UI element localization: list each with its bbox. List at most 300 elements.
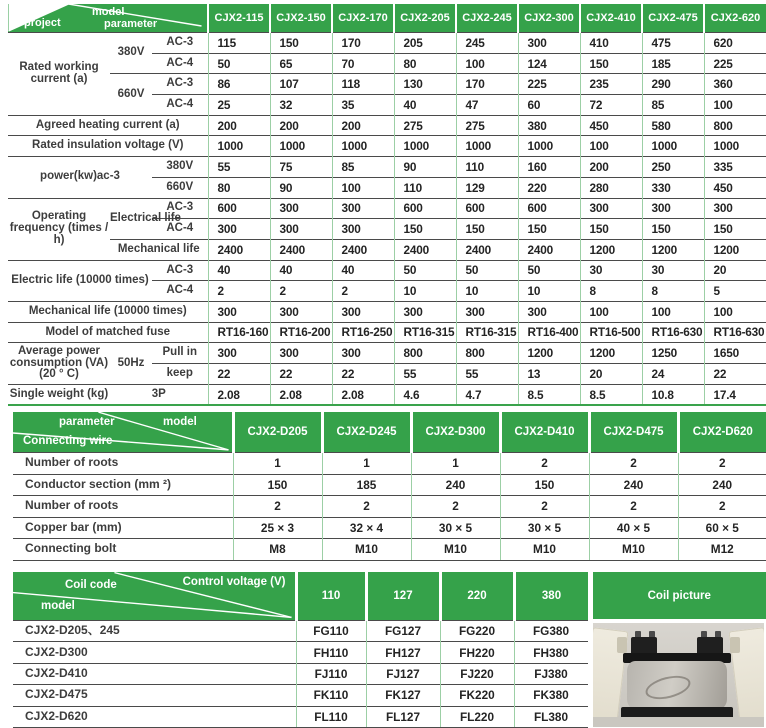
value-cell: FL127 (366, 706, 440, 727)
row-label: keep (152, 364, 208, 385)
value-cell: 240 (678, 474, 766, 496)
value-cell: RT16-200 (270, 322, 332, 343)
value-cell: 5 (704, 281, 766, 302)
table-row (8, 239, 766, 260)
value-cell: 1000 (642, 136, 704, 157)
value-cell: 22 (332, 364, 394, 385)
value-cell: M12 (678, 539, 766, 561)
value-cell: 2 (208, 281, 270, 302)
value-cell: 40 × 5 (589, 517, 678, 539)
value-cell: 1200 (580, 239, 642, 260)
value-cell: 40 (332, 260, 394, 281)
value-cell: 800 (456, 343, 518, 364)
value-cell: 1650 (704, 343, 766, 364)
value-cell: 290 (642, 74, 704, 95)
value-cell: 300 (332, 219, 394, 240)
value-cell: 275 (456, 115, 518, 136)
value-cell: FL220 (440, 706, 514, 727)
row-label: Mechanical life (10000 times) (8, 301, 208, 322)
value-cell: 300 (580, 198, 642, 219)
value-cell: 2.08 (208, 384, 270, 405)
row-label: Pull in (152, 343, 208, 364)
column-header: CJX2-205 (394, 4, 456, 33)
coil-code-table (13, 572, 766, 728)
value-cell: 32 (270, 95, 332, 116)
value-cell: 70 (332, 53, 394, 74)
value-cell: 2400 (518, 239, 580, 260)
value-cell: 20 (580, 364, 642, 385)
value-cell: 300 (332, 301, 394, 322)
table-row (8, 136, 766, 157)
value-cell: 118 (332, 74, 394, 95)
row-label: 50Hz (110, 343, 152, 384)
value-cell: 620 (704, 33, 766, 54)
row-label: Rated working current (a) (8, 33, 110, 116)
value-cell: 475 (642, 33, 704, 54)
value-cell: 200 (332, 115, 394, 136)
specs-table-section (8, 4, 766, 406)
value-cell: 8 (580, 281, 642, 302)
value-cell: 600 (208, 198, 270, 219)
value-cell: 100 (642, 301, 704, 322)
value-cell: RT16-630 (642, 322, 704, 343)
value-cell: 2 (678, 496, 766, 518)
column-header: CJX2-300 (518, 4, 580, 33)
value-cell: FH220 (440, 642, 514, 663)
row-label: Operating frequency (times / h) (8, 198, 110, 260)
value-cell: 160 (518, 157, 580, 178)
value-cell: 25 × 3 (233, 517, 322, 539)
column-header: CJX2-D205 (233, 412, 322, 453)
column-header: CJX2-D300 (411, 412, 500, 453)
corner-label-connecting-wire: Connecting wire (23, 435, 113, 447)
row-label: Model of matched fuse (8, 322, 208, 343)
value-cell: FL380 (514, 706, 590, 727)
value-cell: FK127 (366, 685, 440, 706)
row-label: Rated insulation voltage (V) (8, 136, 208, 157)
value-cell: 100 (580, 136, 642, 157)
value-cell: 115 (208, 33, 270, 54)
coil-notch-right (730, 637, 740, 653)
value-cell: 10 (394, 281, 456, 302)
corner-label-coil-code: Coil code (65, 579, 117, 591)
value-cell: 10 (456, 281, 518, 302)
value-cell: 450 (704, 177, 766, 198)
value-cell: 90 (394, 157, 456, 178)
coil-photo (593, 623, 764, 727)
corner-header (13, 412, 233, 453)
value-cell: RT16-160 (208, 322, 270, 343)
row-label: Mechanical life (110, 239, 208, 260)
value-cell: RT16-500 (580, 322, 642, 343)
value-cell: 65 (270, 53, 332, 74)
column-header: Coil picture (590, 572, 766, 621)
value-cell: 55 (394, 364, 456, 385)
value-cell: 1000 (456, 136, 518, 157)
value-cell: M8 (233, 539, 322, 561)
table-row (8, 157, 766, 178)
value-cell: 107 (270, 74, 332, 95)
value-cell: 220 (518, 177, 580, 198)
column-header: CJX2-620 (704, 4, 766, 33)
value-cell: 2 (589, 453, 678, 475)
value-cell: FH110 (296, 642, 366, 663)
coil-notch-left (617, 637, 627, 653)
row-label: Copper bar (mm) (13, 517, 233, 539)
value-cell: 1250 (642, 343, 704, 364)
row-label: CJX2-D410 (13, 663, 296, 684)
value-cell: 124 (518, 53, 580, 74)
value-cell: 22 (270, 364, 332, 385)
value-cell: 1200 (642, 239, 704, 260)
value-cell: 1 (233, 453, 322, 475)
value-cell: 130 (394, 74, 456, 95)
value-cell: 250 (642, 157, 704, 178)
value-cell: 245 (456, 33, 518, 54)
coil-base-plate (593, 717, 764, 727)
value-cell: 150 (642, 219, 704, 240)
value-cell: M10 (322, 539, 411, 561)
value-cell: 35 (332, 95, 394, 116)
value-cell: 2 (411, 496, 500, 518)
value-cell: 2400 (456, 239, 518, 260)
table-row (13, 474, 766, 496)
value-cell: 150 (233, 474, 322, 496)
value-cell: 72 (580, 95, 642, 116)
row-label: Agreed heating current (a) (8, 115, 208, 136)
value-cell: 8.5 (580, 384, 642, 405)
header-row (13, 412, 766, 453)
connecting-wire-section (13, 412, 766, 561)
table-row (8, 115, 766, 136)
value-cell: 100 (580, 301, 642, 322)
table-row (8, 322, 766, 343)
value-cell: 50 (518, 260, 580, 281)
value-cell: 800 (394, 343, 456, 364)
corner-label-parameter: parameter (104, 18, 158, 30)
value-cell: FJ110 (296, 663, 366, 684)
header-row (13, 572, 766, 621)
value-cell: 100 (456, 53, 518, 74)
row-label: Number of roots (13, 496, 233, 518)
column-header: CJX2-475 (642, 4, 704, 33)
table-row (13, 517, 766, 539)
value-cell: 170 (332, 33, 394, 54)
corner-header (8, 4, 208, 33)
value-cell: 60 × 5 (678, 517, 766, 539)
value-cell: 50 (456, 260, 518, 281)
row-label: AC-4 (152, 53, 208, 74)
value-cell: RT16-250 (332, 322, 394, 343)
value-cell: 150 (394, 219, 456, 240)
value-cell: 55 (456, 364, 518, 385)
table-row (8, 33, 766, 54)
value-cell: 1200 (580, 343, 642, 364)
value-cell: FH127 (366, 642, 440, 663)
value-cell: 580 (642, 115, 704, 136)
column-header: CJX2-410 (580, 4, 642, 33)
table-row (8, 198, 766, 219)
value-cell: 300 (270, 198, 332, 219)
row-label: AC-4 (152, 281, 208, 302)
value-cell: FK110 (296, 685, 366, 706)
row-label: CJX2-D205、245 (13, 621, 296, 642)
column-header: CJX2-115 (208, 4, 270, 33)
value-cell: 30 × 5 (411, 517, 500, 539)
value-cell: 13 (518, 364, 580, 385)
row-label: 380V (110, 33, 152, 74)
value-cell: 300 (642, 198, 704, 219)
value-cell: FJ220 (440, 663, 514, 684)
value-cell: M10 (411, 539, 500, 561)
column-header: CJX2-D410 (500, 412, 589, 453)
value-cell: 110 (394, 177, 456, 198)
column-header: 127 (366, 572, 440, 621)
value-cell: 2 (589, 496, 678, 518)
value-cell: 40 (208, 260, 270, 281)
value-cell: 20 (704, 260, 766, 281)
value-cell: 22 (704, 364, 766, 385)
column-header: 380 (514, 572, 590, 621)
value-cell: 1000 (270, 136, 332, 157)
value-cell: 2 (500, 453, 589, 475)
value-cell: FL110 (296, 706, 366, 727)
corner-label-model: model (41, 600, 75, 612)
corner-label-project: project (24, 17, 61, 29)
value-cell: 2 (500, 496, 589, 518)
column-header: CJX2-150 (270, 4, 332, 33)
column-header: CJX2-D620 (678, 412, 766, 453)
value-cell: M10 (500, 539, 589, 561)
value-cell: 410 (580, 33, 642, 54)
value-cell: 30 (580, 260, 642, 281)
value-cell: 275 (394, 115, 456, 136)
row-label: CJX2-D620 (13, 706, 296, 727)
value-cell: 200 (580, 157, 642, 178)
table-row (13, 496, 766, 518)
table-row (8, 343, 766, 364)
column-header: CJX2-D475 (589, 412, 678, 453)
value-cell: FG380 (514, 621, 590, 642)
value-cell: 300 (270, 219, 332, 240)
corner-label-control-voltage: Control voltage (V) (182, 576, 286, 588)
row-label: Single weight (kg) (8, 384, 110, 405)
value-cell: 2400 (270, 239, 332, 260)
value-cell: 300 (270, 343, 332, 364)
value-cell: 86 (208, 74, 270, 95)
value-cell: 100 (332, 177, 394, 198)
value-cell: 150 (270, 33, 332, 54)
value-cell: 240 (589, 474, 678, 496)
value-cell: 300 (518, 301, 580, 322)
value-cell: 1 (322, 453, 411, 475)
value-cell: 110 (456, 157, 518, 178)
value-cell: FG127 (366, 621, 440, 642)
value-cell: 150 (518, 219, 580, 240)
value-cell: 2400 (394, 239, 456, 260)
main-specs-table (8, 4, 766, 406)
value-cell: FG110 (296, 621, 366, 642)
value-cell: 330 (642, 177, 704, 198)
row-label: CJX2-D300 (13, 642, 296, 663)
value-cell: 2 (322, 496, 411, 518)
value-cell: 360 (704, 74, 766, 95)
value-cell: 150 (500, 474, 589, 496)
value-cell: 32 × 4 (322, 517, 411, 539)
value-cell: 40 (394, 95, 456, 116)
value-cell: 55 (208, 157, 270, 178)
value-cell: 80 (208, 177, 270, 198)
value-cell: FK220 (440, 685, 514, 706)
value-cell: 225 (518, 74, 580, 95)
value-cell: RT16-630 (704, 322, 766, 343)
value-cell: 380 (518, 115, 580, 136)
value-cell: 60 (518, 95, 580, 116)
header-row (8, 4, 766, 33)
table-row (8, 301, 766, 322)
table-row (13, 453, 766, 475)
row-label: 3P (110, 384, 208, 405)
corner-header (13, 572, 296, 621)
value-cell: 300 (332, 343, 394, 364)
coil-photo-cell (590, 621, 766, 728)
value-cell: 1000 (394, 136, 456, 157)
value-cell: 300 (394, 301, 456, 322)
value-cell: 300 (270, 301, 332, 322)
value-cell: 225 (704, 53, 766, 74)
value-cell: 47 (456, 95, 518, 116)
table-row (13, 621, 766, 642)
value-cell: 200 (208, 115, 270, 136)
value-cell: 300 (208, 301, 270, 322)
value-cell: 2 (233, 496, 322, 518)
coil-code-section (13, 572, 766, 728)
column-header: 110 (296, 572, 366, 621)
corner-label-model: model (163, 416, 197, 428)
row-label: 660V (152, 177, 208, 198)
value-cell: 300 (456, 301, 518, 322)
row-label: AC-4 (152, 219, 208, 240)
value-cell: 300 (704, 198, 766, 219)
column-header: CJX2-245 (456, 4, 518, 33)
value-cell: 280 (580, 177, 642, 198)
value-cell: 2400 (332, 239, 394, 260)
value-cell: 40 (270, 260, 332, 281)
table-row (8, 384, 766, 405)
value-cell: 600 (518, 198, 580, 219)
corner-label-parameter: parameter (59, 416, 115, 428)
value-cell: 1000 (518, 136, 580, 157)
row-label: 380V (152, 157, 208, 178)
value-cell: 100 (704, 95, 766, 116)
value-cell: 600 (394, 198, 456, 219)
value-cell: 80 (394, 53, 456, 74)
value-cell: 50 (394, 260, 456, 281)
row-label: Conductor section (mm ²) (13, 474, 233, 496)
row-label: Average power consumption (VA) (20 ° C) (8, 343, 110, 384)
row-label: power(kw)ac-3 (8, 157, 152, 198)
row-label: AC-3 (152, 33, 208, 54)
corner-label-model: model (92, 6, 125, 18)
value-cell: 30 (642, 260, 704, 281)
value-cell: 25 (208, 95, 270, 116)
row-label: 660V (110, 74, 152, 115)
value-cell: 2.08 (332, 384, 394, 405)
row-label: AC-3 (152, 260, 208, 281)
value-cell: M10 (589, 539, 678, 561)
row-label: AC-4 (152, 95, 208, 116)
value-cell: RT16-315 (394, 322, 456, 343)
value-cell: 1000 (208, 136, 270, 157)
value-cell: 2400 (208, 239, 270, 260)
value-cell: 90 (270, 177, 332, 198)
value-cell: 150 (580, 53, 642, 74)
value-cell: 300 (332, 198, 394, 219)
value-cell: 205 (394, 33, 456, 54)
value-cell: 10 (518, 281, 580, 302)
value-cell: 2 (270, 281, 332, 302)
value-cell: 30 × 5 (500, 517, 589, 539)
value-cell: FK380 (514, 685, 590, 706)
value-cell: 4.7 (456, 384, 518, 405)
value-cell: 75 (270, 157, 332, 178)
value-cell: 2.08 (270, 384, 332, 405)
table-row (8, 260, 766, 281)
value-cell: 335 (704, 157, 766, 178)
value-cell: FG220 (440, 621, 514, 642)
row-label: Electric life (10000 times) (8, 260, 152, 301)
value-cell: 1200 (704, 239, 766, 260)
value-cell: 300 (208, 219, 270, 240)
row-label: Number of roots (13, 453, 233, 475)
value-cell: 22 (208, 364, 270, 385)
value-cell: 8 (642, 281, 704, 302)
value-cell: 150 (704, 219, 766, 240)
value-cell: 450 (580, 115, 642, 136)
value-cell: 24 (642, 364, 704, 385)
row-label: CJX2-D475 (13, 685, 296, 706)
table-row (8, 74, 766, 95)
value-cell: 1200 (518, 343, 580, 364)
value-cell: 85 (642, 95, 704, 116)
column-header: CJX2-170 (332, 4, 394, 33)
value-cell: 240 (411, 474, 500, 496)
column-header: CJX2-D245 (322, 412, 411, 453)
value-cell: 300 (518, 33, 580, 54)
value-cell: 200 (270, 115, 332, 136)
value-cell: 2 (332, 281, 394, 302)
value-cell: 235 (580, 74, 642, 95)
row-label: Connecting bolt (13, 539, 233, 561)
value-cell: RT16-400 (518, 322, 580, 343)
value-cell: 150 (580, 219, 642, 240)
value-cell: 170 (456, 74, 518, 95)
value-cell: 150 (456, 219, 518, 240)
value-cell: FJ127 (366, 663, 440, 684)
value-cell: FH380 (514, 642, 590, 663)
value-cell: 85 (332, 157, 394, 178)
value-cell: 1 (411, 453, 500, 475)
value-cell: 1000 (332, 136, 394, 157)
value-cell: 600 (456, 198, 518, 219)
value-cell: FJ380 (514, 663, 590, 684)
value-cell: 10.8 (642, 384, 704, 405)
value-cell: RT16-315 (456, 322, 518, 343)
value-cell: 2 (678, 453, 766, 475)
value-cell: 800 (704, 115, 766, 136)
value-cell: 129 (456, 177, 518, 198)
row-label: AC-3 (152, 198, 208, 219)
